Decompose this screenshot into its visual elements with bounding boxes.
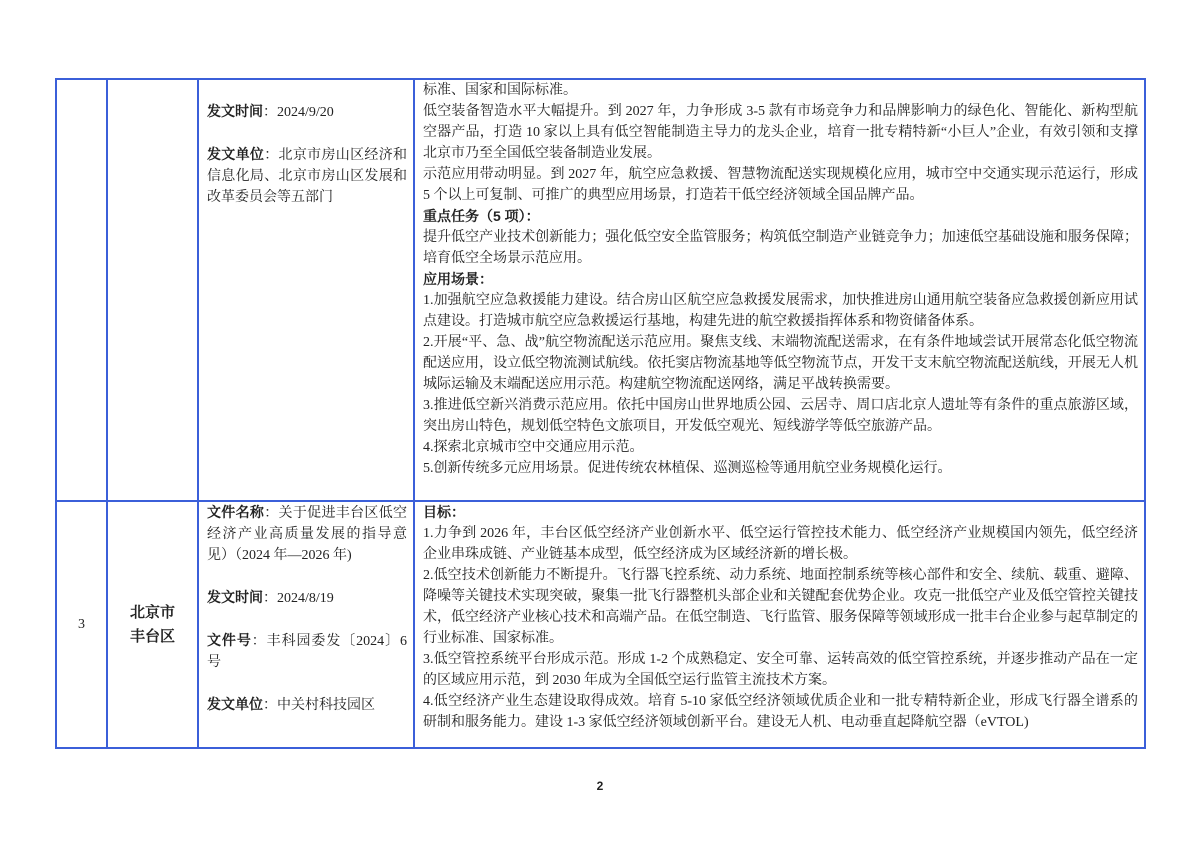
scene-item: 5.创新传统多元应用场景。促进传统农林植保、巡测巡检等通用航空业务规模化运行。 bbox=[423, 461, 952, 476]
issuer-label: 发文单位 bbox=[207, 146, 265, 162]
docno-line: 文件号：丰科园委发〔2024〕6 号 bbox=[207, 632, 407, 670]
page-number: 2 bbox=[596, 779, 604, 793]
meta-cell bbox=[198, 501, 414, 748]
tasks-text: 提升低空产业技术创新能力；强化低空安全监管服务；构筑低空制造产业链竞争力；加速低空基础设施和服务保障；培育低空全场景示范应用。 bbox=[423, 230, 1138, 266]
date-line: 发文时间：2024/8/19 bbox=[207, 589, 334, 606]
region-cell bbox=[107, 501, 198, 748]
tasks-heading: 重点任务（5 项）： bbox=[423, 208, 540, 224]
scene-item: 3.推进低空新兴消费示范应用。依托中国房山世界地质公园、云居寺、周口店北京人遗址等有条件的重点旅游区域，突出房山特色，规划低空特色文旅项目，开发低空观光、短线游学等低空旅游产品。 bbox=[423, 398, 1138, 434]
issuer-line: 发文单位：中关村科技园区 bbox=[207, 696, 375, 713]
name-label: 文件名称 bbox=[207, 504, 265, 520]
date-value: 2024/8/19 bbox=[277, 591, 334, 606]
name-value: 关于促进丰台区低空经济产业高质量发展的指导意见）（2024 年—2026 年) bbox=[207, 506, 407, 563]
issuer-line: 发文单位：北京市房山区经济和信息化局、北京市房山区发展和改革委员会等五部门 bbox=[207, 146, 407, 205]
date-line: 发文时间：2024/9/20 bbox=[207, 103, 334, 120]
date-label: 发文时间 bbox=[207, 103, 263, 119]
docno-value: 丰科园委发〔2024〕6 号 bbox=[207, 634, 407, 670]
meta-cell bbox=[198, 79, 414, 501]
date-value: 2024/9/20 bbox=[277, 105, 334, 120]
goals-heading: 目标： bbox=[423, 504, 465, 520]
issuer-value: 中关村科技园区 bbox=[277, 698, 375, 713]
issuer-label: 发文单位 bbox=[207, 696, 263, 712]
name-line: 文件名称：关于促进丰台区低空经济产业高质量发展的指导意见）（2024 年—2026 年) bbox=[207, 504, 407, 563]
content-paragraph: 示范应用带动明显。到 2027 年，航空应急救援、智慧物流配送实现规模化应用，城市空中交通实现示范运行，形成 5 个以上可复制、可推广的典型应用场景，打造若干低空经济领域全国品牌产品。 bbox=[423, 167, 1138, 203]
date-label: 发文时间 bbox=[207, 589, 263, 605]
policy-table bbox=[55, 78, 1146, 749]
content-cell bbox=[414, 79, 1145, 501]
goal-item: 2.低空技术创新能力不断提升。飞行器飞控系统、动力系统、地面控制系统等核心部件和安全、续航、载重、避障、降噪等关键技术实现突破，聚集一批飞行器整机头部企业和关键配套优势企业。攻克一批低空产业及低空管控关键技术，低空经济产业核心技术和高端产品。在低空制造、飞行监管、服务保障等领域形成一批丰台企业参与起草制定的行业标准、国家标准。 bbox=[423, 568, 1138, 646]
scene-item: 1.加强航空应急救援能力建设。结合房山区航空应急救援发展需求，加快推进房山通用航空装备应急救援创新应用试点建设。打造城市航空应急救援运行基地，构建先进的航空救援指挥体系和物资储备体系。 bbox=[423, 293, 1138, 329]
region-name: 北京市丰台区 bbox=[129, 603, 175, 645]
issuer-value: 北京市房山区经济和信息化局、北京市房山区发展和改革委员会等五部门 bbox=[207, 148, 407, 205]
scenes-heading: 应用场景： bbox=[423, 271, 493, 287]
goal-item: 1.力争到 2026 年，丰台区低空经济产业创新水平、低空运行管控技术能力、低空经济产业规模国内领先，低空经济企业串珠成链、产业链基本成型，低空经济成为区域经济新的增长极。 bbox=[423, 526, 1138, 562]
index-cell: 3 bbox=[56, 501, 107, 748]
goal-item: 4.低空经济产业生态建设取得成效。培育 5-10 家低空经济领域优质企业和一批专精特新企业，形成飞行器全谱系的研制和服务能力。建设 1-3 家低空经济领域创新平台。建设无人机、电动垂直起降航空器（eVTOL) bbox=[423, 694, 1138, 730]
goal-item: 3.低空管控系统平台形成示范。形成 1-2 个成熟稳定、安全可靠、运转高效的低空管控系统，并逐步推动产品在一定的区域应用示范，到 2030 年成为全国低空运行监管主流技术方案。 bbox=[423, 652, 1138, 688]
scene-item: 4.探索北京城市空中交通应用示范。 bbox=[423, 440, 644, 455]
content-cell bbox=[414, 501, 1145, 748]
scene-item: 2.开展“平、急、战”航空物流配送示范应用。聚焦支线、末端物流配送需求，在有条件地域尝试开展常态化低空物流配送应用，设立低空物流测试航线。依托窦店物流基地等低空物流节点，开发干支末航空物流配送航线，开展无人机城际运输及末端配送应用示范。构建航空物流配送网络，满足平战转换需要。 bbox=[423, 335, 1138, 392]
table-row bbox=[56, 79, 1145, 501]
index-cell bbox=[56, 79, 107, 501]
docno-label: 文件号 bbox=[207, 632, 252, 648]
region-cell bbox=[107, 79, 198, 501]
content-paragraph: 低空装备智造水平大幅提升。到 2027 年，力争形成 3-5 款有市场竞争力和品牌影响力的绿色化、智能化、新构型航空器产品，打造 10 家以上具有低空智能制造主导力的龙头企业，培育一批专精特新“小巨人”企业，有效引领和支撑北京市乃至全国低空装备制造业发展。 bbox=[423, 104, 1138, 161]
content-paragraph: 标准、国家和国际标准。 bbox=[423, 83, 577, 98]
table-row bbox=[56, 501, 1145, 748]
